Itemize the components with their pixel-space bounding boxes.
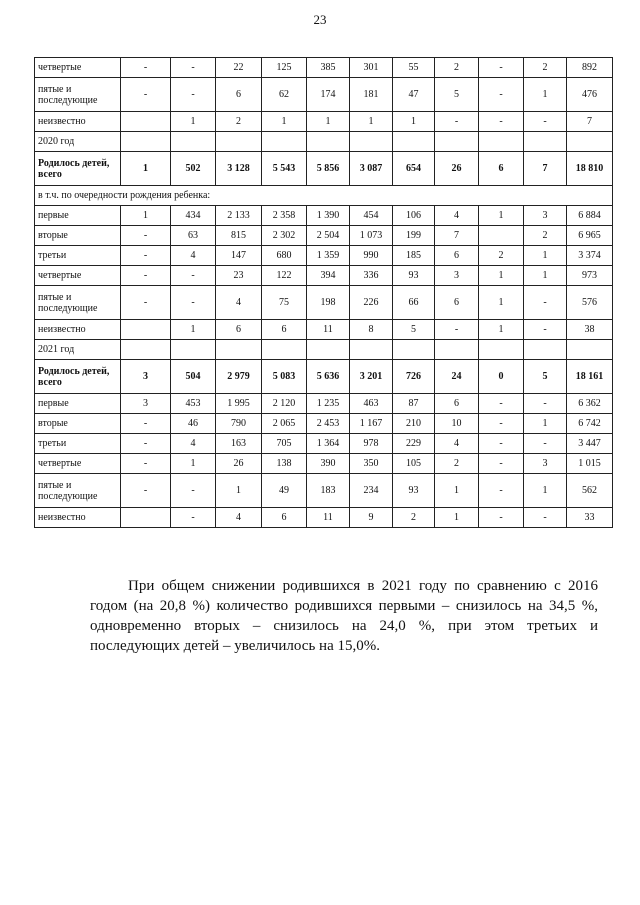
- table-cell: 1: [171, 112, 216, 132]
- table-row: [35, 360, 613, 394]
- section-row: [35, 186, 613, 206]
- table-cell: -: [524, 394, 567, 414]
- table-cell: 0: [479, 360, 524, 394]
- table-cell: [435, 132, 479, 152]
- table-cell: 3 447: [567, 434, 613, 454]
- year-row: [35, 340, 613, 360]
- table-cell: 2: [435, 454, 479, 474]
- row-label: четвертые: [35, 266, 121, 286]
- table-cell: 18 161: [567, 360, 613, 394]
- table-cell: 4: [435, 434, 479, 454]
- table-cell: 6 742: [567, 414, 613, 434]
- table-cell: [121, 340, 171, 360]
- table-cell: 185: [393, 246, 435, 266]
- table-row: [35, 78, 613, 112]
- table-cell: [307, 132, 350, 152]
- table-cell: 434: [171, 206, 216, 226]
- row-label: пятые и последующие: [35, 78, 121, 112]
- table-cell: -: [121, 454, 171, 474]
- table-cell: -: [121, 286, 171, 320]
- table-cell: 87: [393, 394, 435, 414]
- table-cell: 2 504: [307, 226, 350, 246]
- table-cell: 1 073: [350, 226, 393, 246]
- table-row: [35, 320, 613, 340]
- table-cell: 5: [435, 78, 479, 112]
- conclusion-paragraph: При общем снижении родившихся в 2021 году по сравнению с 2016 годом (на 20,8 %) количество родившихся первыми – снизилось на 34,5 %, одновременно вторых – снизилось на 24,0 %, при этом третьих и последующих детей – увеличилось на 15,0%.: [90, 578, 598, 654]
- table-row: [35, 414, 613, 434]
- table-cell: 978: [350, 434, 393, 454]
- table-cell: 390: [307, 454, 350, 474]
- births-by-order-table: [34, 57, 613, 528]
- table-cell: 2 133: [216, 206, 262, 226]
- table-cell: -: [479, 112, 524, 132]
- table-cell: 33: [567, 508, 613, 528]
- table-cell: -: [171, 78, 216, 112]
- table-cell: -: [121, 78, 171, 112]
- table-cell: -: [479, 508, 524, 528]
- table-cell: 62: [262, 78, 307, 112]
- table-cell: [121, 320, 171, 340]
- table-cell: [350, 340, 393, 360]
- table-row: [35, 434, 613, 454]
- table-cell: 726: [393, 360, 435, 394]
- table-cell: 1: [524, 246, 567, 266]
- table-cell: 454: [350, 206, 393, 226]
- table-cell: [171, 340, 216, 360]
- table-cell: [479, 226, 524, 246]
- table-cell: 973: [567, 266, 613, 286]
- table-row: [35, 474, 613, 508]
- table-cell: 5 083: [262, 360, 307, 394]
- table-cell: 22: [216, 58, 262, 78]
- table-cell: [435, 340, 479, 360]
- table-cell: 1 390: [307, 206, 350, 226]
- table-cell: 226: [350, 286, 393, 320]
- table-cell: [216, 340, 262, 360]
- table-cell: -: [121, 246, 171, 266]
- table-cell: 1: [393, 112, 435, 132]
- table-cell: -: [435, 320, 479, 340]
- table-cell: 1: [479, 286, 524, 320]
- table-cell: 1: [307, 112, 350, 132]
- table-cell: 18 810: [567, 152, 613, 186]
- table-row: [35, 246, 613, 266]
- table-cell: [479, 132, 524, 152]
- row-label: четвертые: [35, 454, 121, 474]
- table-cell: -: [524, 320, 567, 340]
- table-cell: 234: [350, 474, 393, 508]
- table-row: [35, 152, 613, 186]
- table-cell: 2 453: [307, 414, 350, 434]
- table-cell: 75: [262, 286, 307, 320]
- table-cell: 1: [435, 474, 479, 508]
- table-cell: 463: [350, 394, 393, 414]
- table-cell: 3 128: [216, 152, 262, 186]
- table-cell: 3: [121, 360, 171, 394]
- table-cell: [121, 112, 171, 132]
- table-cell: 181: [350, 78, 393, 112]
- table-row: [35, 206, 613, 226]
- table-cell: 7: [567, 112, 613, 132]
- table-cell: 10: [435, 414, 479, 434]
- table-cell: -: [479, 58, 524, 78]
- table-cell: -: [479, 78, 524, 112]
- table-cell: [171, 132, 216, 152]
- table-cell: -: [121, 58, 171, 78]
- table-cell: -: [479, 454, 524, 474]
- table-cell: -: [121, 226, 171, 246]
- table-cell: 6: [435, 286, 479, 320]
- table-cell: 7: [435, 226, 479, 246]
- row-label: третьи: [35, 246, 121, 266]
- table-cell: 3: [524, 206, 567, 226]
- table-cell: 1: [216, 474, 262, 508]
- table-cell: 49: [262, 474, 307, 508]
- table-cell: 6 884: [567, 206, 613, 226]
- row-label: вторые: [35, 226, 121, 246]
- table-cell: 2 065: [262, 414, 307, 434]
- table-cell: -: [171, 474, 216, 508]
- table-cell: 654: [393, 152, 435, 186]
- row-label: четвертые: [35, 58, 121, 78]
- table-cell: 6: [216, 320, 262, 340]
- table-cell: 210: [393, 414, 435, 434]
- table-cell: 11: [307, 508, 350, 528]
- table-cell: [524, 340, 567, 360]
- table-cell: -: [479, 394, 524, 414]
- row-label: вторые: [35, 414, 121, 434]
- table-cell: 198: [307, 286, 350, 320]
- table-cell: 1: [171, 454, 216, 474]
- table-cell: 394: [307, 266, 350, 286]
- row-label: неизвестно: [35, 112, 121, 132]
- table-cell: 385: [307, 58, 350, 78]
- table-cell: 790: [216, 414, 262, 434]
- table-cell: 892: [567, 58, 613, 78]
- table-cell: 138: [262, 454, 307, 474]
- table-cell: -: [121, 266, 171, 286]
- table-cell: 2 120: [262, 394, 307, 414]
- table-cell: 4: [435, 206, 479, 226]
- table-cell: -: [524, 286, 567, 320]
- table-cell: 301: [350, 58, 393, 78]
- table-cell: 147: [216, 246, 262, 266]
- table-cell: 3: [121, 394, 171, 414]
- table-cell: 5: [524, 360, 567, 394]
- table-cell: -: [479, 434, 524, 454]
- table-cell: 23: [216, 266, 262, 286]
- table-row: [35, 226, 613, 246]
- row-label: первые: [35, 206, 121, 226]
- table-cell: 93: [393, 474, 435, 508]
- table-cell: [262, 132, 307, 152]
- table-cell: -: [121, 474, 171, 508]
- table-cell: 38: [567, 320, 613, 340]
- table-cell: 2: [393, 508, 435, 528]
- table-cell: [393, 340, 435, 360]
- page-number: 23: [313, 12, 327, 27]
- year-label: 2020 год: [35, 132, 121, 152]
- table-cell: 47: [393, 78, 435, 112]
- table-cell: 350: [350, 454, 393, 474]
- table-cell: [393, 132, 435, 152]
- table-cell: 3: [435, 266, 479, 286]
- row-label: пятые и последующие: [35, 474, 121, 508]
- table-row: [35, 286, 613, 320]
- table-cell: 2: [216, 112, 262, 132]
- table-cell: 2: [524, 226, 567, 246]
- table-cell: -: [171, 58, 216, 78]
- table-cell: 1: [524, 266, 567, 286]
- table-cell: -: [121, 434, 171, 454]
- table-cell: 815: [216, 226, 262, 246]
- table-cell: 1: [479, 206, 524, 226]
- table-row: [35, 454, 613, 474]
- row-label: неизвестно: [35, 320, 121, 340]
- table-cell: 105: [393, 454, 435, 474]
- table-cell: 1: [524, 78, 567, 112]
- table-cell: 562: [567, 474, 613, 508]
- table-cell: 199: [393, 226, 435, 246]
- table-cell: 93: [393, 266, 435, 286]
- row-label: третьи: [35, 434, 121, 454]
- table-cell: -: [435, 112, 479, 132]
- table-cell: 5: [393, 320, 435, 340]
- row-label: неизвестно: [35, 508, 121, 528]
- table-cell: 1: [524, 414, 567, 434]
- table-cell: 183: [307, 474, 350, 508]
- row-label: первые: [35, 394, 121, 414]
- table-cell: 476: [567, 78, 613, 112]
- table-cell: 63: [171, 226, 216, 246]
- table-cell: -: [479, 414, 524, 434]
- table-cell: 705: [262, 434, 307, 454]
- table-cell: 1: [524, 474, 567, 508]
- table-cell: 6: [435, 246, 479, 266]
- table-cell: 6: [479, 152, 524, 186]
- table-cell: 1 364: [307, 434, 350, 454]
- table-cell: 1: [121, 152, 171, 186]
- table-cell: [216, 132, 262, 152]
- table-cell: 2: [435, 58, 479, 78]
- table-cell: [567, 132, 613, 152]
- table-cell: [524, 132, 567, 152]
- table-cell: [121, 132, 171, 152]
- table-cell: 3: [524, 454, 567, 474]
- table-cell: 46: [171, 414, 216, 434]
- table-cell: 229: [393, 434, 435, 454]
- table-cell: 1 015: [567, 454, 613, 474]
- table-cell: 55: [393, 58, 435, 78]
- table-cell: [262, 340, 307, 360]
- table-cell: 4: [171, 434, 216, 454]
- table-cell: 1: [435, 508, 479, 528]
- table-cell: 1: [479, 320, 524, 340]
- table-cell: 502: [171, 152, 216, 186]
- table-cell: 4: [216, 508, 262, 528]
- table-cell: 2: [524, 58, 567, 78]
- table-cell: 2 358: [262, 206, 307, 226]
- table-cell: 5 636: [307, 360, 350, 394]
- table-cell: 2 979: [216, 360, 262, 394]
- table-cell: 990: [350, 246, 393, 266]
- table-cell: 504: [171, 360, 216, 394]
- table-cell: 576: [567, 286, 613, 320]
- table-cell: 1: [479, 266, 524, 286]
- table-cell: [121, 508, 171, 528]
- table-cell: -: [524, 508, 567, 528]
- row-label: пятые и последующие: [35, 286, 121, 320]
- table-row: [35, 266, 613, 286]
- table-cell: -: [171, 266, 216, 286]
- table-cell: 8: [350, 320, 393, 340]
- table-cell: 6 965: [567, 226, 613, 246]
- table-row: [35, 394, 613, 414]
- table-cell: 1: [262, 112, 307, 132]
- table-cell: 3 374: [567, 246, 613, 266]
- table-cell: 26: [435, 152, 479, 186]
- table-cell: 9: [350, 508, 393, 528]
- table-cell: 4: [216, 286, 262, 320]
- table-cell: -: [171, 508, 216, 528]
- table-cell: 106: [393, 206, 435, 226]
- table-cell: [479, 340, 524, 360]
- table-cell: 453: [171, 394, 216, 414]
- table-cell: -: [171, 286, 216, 320]
- table-cell: 4: [171, 246, 216, 266]
- table-cell: 5 856: [307, 152, 350, 186]
- year-row: [35, 132, 613, 152]
- table-cell: -: [121, 414, 171, 434]
- table-cell: [307, 340, 350, 360]
- table-cell: [567, 340, 613, 360]
- year-label: 2021 год: [35, 340, 121, 360]
- table-cell: -: [524, 112, 567, 132]
- table-cell: -: [479, 474, 524, 508]
- table-cell: [350, 132, 393, 152]
- table-cell: 122: [262, 266, 307, 286]
- table-cell: 1: [121, 206, 171, 226]
- table-cell: 6: [262, 320, 307, 340]
- table-cell: 1 235: [307, 394, 350, 414]
- table-cell: 1 995: [216, 394, 262, 414]
- table-cell: 3 201: [350, 360, 393, 394]
- table-row: [35, 508, 613, 528]
- table-cell: 163: [216, 434, 262, 454]
- table-cell: -: [524, 434, 567, 454]
- table-cell: 5 543: [262, 152, 307, 186]
- table-row: [35, 112, 613, 132]
- table-cell: 1: [171, 320, 216, 340]
- table-cell: 6: [216, 78, 262, 112]
- table-cell: 174: [307, 78, 350, 112]
- table-cell: 11: [307, 320, 350, 340]
- table-cell: 125: [262, 58, 307, 78]
- section-label: в т.ч. по очередности рождения ребенка:: [35, 186, 613, 206]
- table-cell: 6: [262, 508, 307, 528]
- table-cell: 2 302: [262, 226, 307, 246]
- table-cell: 24: [435, 360, 479, 394]
- table-cell: 336: [350, 266, 393, 286]
- table-cell: 3 087: [350, 152, 393, 186]
- table-cell: 2: [479, 246, 524, 266]
- table-cell: 6 362: [567, 394, 613, 414]
- table-cell: 66: [393, 286, 435, 320]
- row-label: Родилось детей, всего: [35, 152, 121, 186]
- table-cell: 7: [524, 152, 567, 186]
- table-row: [35, 58, 613, 78]
- table-cell: 26: [216, 454, 262, 474]
- table-cell: 1: [350, 112, 393, 132]
- table-cell: 1 359: [307, 246, 350, 266]
- table-cell: 1 167: [350, 414, 393, 434]
- table-cell: 680: [262, 246, 307, 266]
- table-cell: 6: [435, 394, 479, 414]
- row-label: Родилось детей, всего: [35, 360, 121, 394]
